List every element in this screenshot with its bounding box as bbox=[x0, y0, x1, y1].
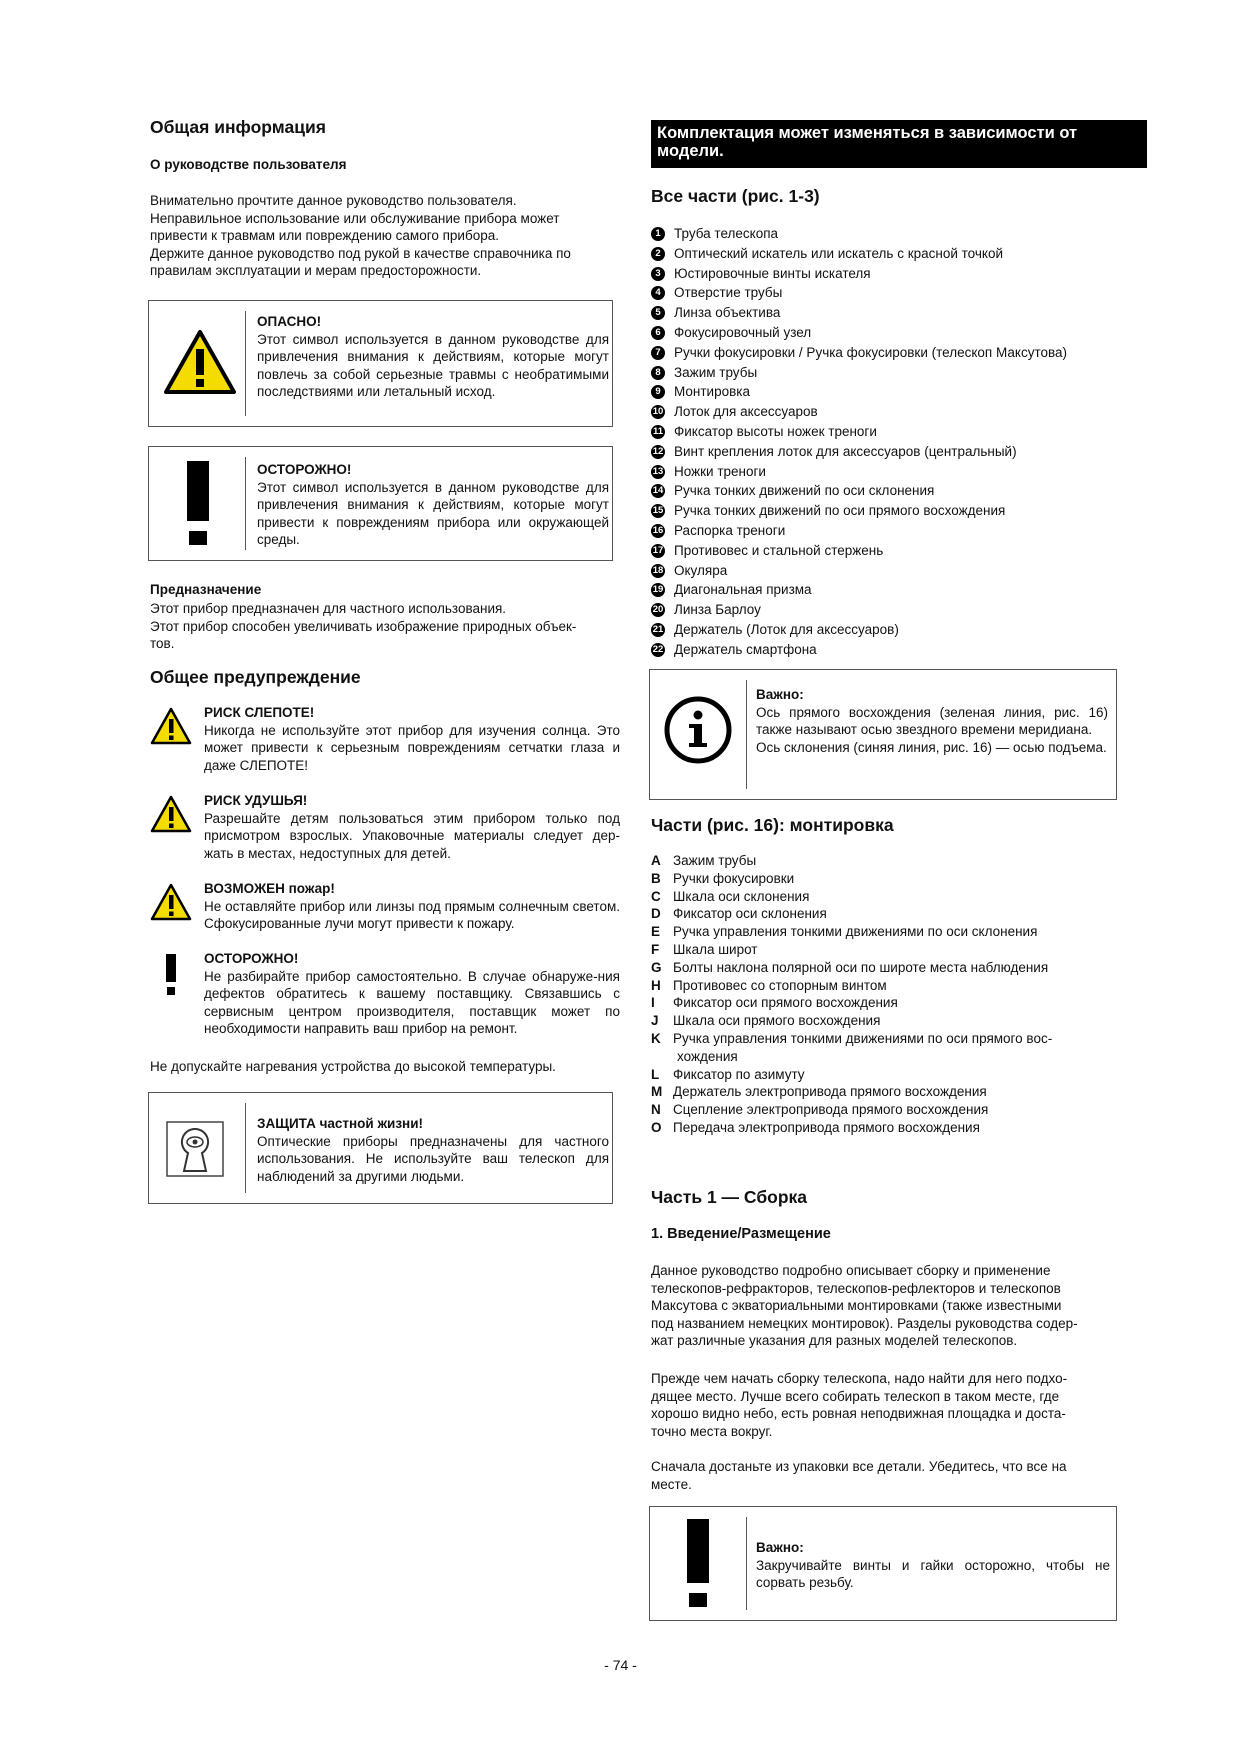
important-box-screws bbox=[649, 1506, 1117, 1621]
list-item: 18 Окуляра bbox=[652, 562, 728, 578]
keyhole-eye-icon bbox=[166, 1121, 224, 1177]
list-item: G Болты наклона полярной оси по широте места наблюдения bbox=[651, 959, 1049, 975]
list-item: 21 Держатель (Лоток для аксессуаров) bbox=[652, 621, 899, 637]
list-item: M Держатель электропривода прямого восхождения bbox=[651, 1084, 987, 1100]
list-item: 2 Оптический искатель или искатель с красной точкой bbox=[651, 244, 1171, 264]
list-item: K Ручка управления тонкими движениями по оси прямого вос- хождения bbox=[651, 1030, 1053, 1064]
list-item: C Шкала оси склонения bbox=[651, 888, 810, 904]
list-item: 9 Монтировка bbox=[651, 382, 1171, 402]
caution-title: ОСТОРОЖНО! bbox=[257, 462, 352, 477]
number-badge: 11 bbox=[652, 425, 664, 437]
kit-banner: Комплектация может изменяться в зависимости от модели. bbox=[651, 120, 1147, 168]
warning-text: Не разбирайте прибор самостоятельно. В случае обнаруже-ния дефектов обратитесь к вашему поставщику. Связавшись с сервисным центром производителя, поставщик может по необходимости направить ваш прибор на ремонт. bbox=[204, 968, 620, 1037]
list-item: B Ручки фокусировки bbox=[651, 870, 795, 886]
parts-list bbox=[651, 224, 1171, 660]
number-badge: 16 bbox=[652, 524, 664, 536]
list-item: 8 Зажим трубы bbox=[651, 363, 1171, 383]
mount-parts-list bbox=[651, 852, 1171, 1137]
list-item: O Передача электропривода прямого восхождения bbox=[651, 1119, 980, 1135]
important-text: Ось склонения (синяя линия, рис. 16) — осью подъема. bbox=[756, 739, 1107, 755]
list-item: 22 Держатель смартфона bbox=[652, 641, 817, 657]
number-badge: 20 bbox=[652, 604, 664, 616]
number-badge: 10 bbox=[652, 406, 664, 418]
privacy-text: Оптические приборы предназначены для частного использования. Не используйте ваш телескоп для наблюдений за другими людьми. bbox=[257, 1133, 609, 1184]
all-parts-title: Все части (рис. 1-3) bbox=[651, 186, 820, 206]
list-item: 7 Ручки фокусировки / Ручка фокусировки (телескоп Максутова) bbox=[651, 343, 1171, 363]
list-item: H Противовес со стопорным винтом bbox=[651, 977, 887, 993]
general-info-title: Общая информация bbox=[150, 117, 326, 137]
list-item: D Фиксатор оси склонения bbox=[651, 906, 827, 922]
number-badge: 8 bbox=[651, 366, 665, 380]
caution-box bbox=[148, 446, 613, 561]
caution-text: Этот символ используется в данном руководстве для привлечения внимания к действиям, которые могут привести к повреждениям прибора или окружающей среды. bbox=[257, 479, 609, 548]
number-badge: 9 bbox=[651, 385, 665, 399]
list-item: E Ручка управления тонкими движениями по оси склонения bbox=[651, 924, 1038, 940]
exclamation-icon bbox=[185, 461, 211, 547]
number-badge: 4 bbox=[651, 286, 665, 300]
mount-parts-title: Части (рис. 16): монтировка bbox=[651, 815, 894, 835]
intro-paragraph-3: Сначала достаньте из упаковки все детали. Убедитесь, что все на месте. bbox=[651, 1459, 1067, 1492]
number-badge: 6 bbox=[651, 326, 665, 340]
privacy-title: ЗАЩИТА частной жизни! bbox=[257, 1116, 424, 1131]
intro-paragraph-1: Данное руководство подробно описывает сборку и применение телескопов-рефракторов, телескопов-рефлекторов и телескопов Максутова с экваториальными монтировками (также известными под названием немецких монтировок). Разделы руководства содер- жат различные указания для разных моделей телескопов. bbox=[651, 1263, 1078, 1349]
list-item: 6 Фокусировочный узел bbox=[651, 323, 1171, 343]
warning-triangle-icon bbox=[163, 329, 237, 395]
list-item: 20 Линза Барлоу bbox=[652, 602, 761, 618]
warning-title: РИСК СЛЕПОТЕ! bbox=[204, 705, 315, 720]
number-badge: 17 bbox=[652, 544, 664, 556]
purpose-title: Предназначение bbox=[150, 582, 262, 597]
exclamation-icon bbox=[685, 1519, 711, 1609]
warning-text: Разрешайте детям пользоваться этим прибором только под присмотром взрослых. Упаковочные материалы следует дер-жать в местах, недоступных для детей. bbox=[204, 810, 620, 861]
number-badge: 7 bbox=[651, 346, 665, 360]
important-text: Ось прямого восхождения (зеленая линия, рис. 16) также называют осью звездного времени меридиана. bbox=[756, 704, 1108, 738]
important-title: Важно: bbox=[756, 687, 804, 702]
manual-subtitle: О руководстве пользователя bbox=[150, 157, 347, 172]
warning-title: ОСТОРОЖНО! bbox=[204, 951, 299, 966]
list-item: 5 Линза объектива bbox=[651, 303, 1171, 323]
number-badge: 2 bbox=[651, 247, 665, 261]
danger-title: ОПАСНО! bbox=[257, 314, 322, 329]
general-warning-title: Общее предупреждение bbox=[150, 667, 361, 687]
list-item: 15 Ручка тонких движений по оси прямого восхождения bbox=[652, 503, 1006, 519]
warning-triangle-icon bbox=[150, 883, 192, 921]
list-item: 16 Распорка треноги bbox=[652, 522, 786, 538]
list-item: 19 Диагональная призма bbox=[652, 582, 812, 598]
danger-text: Этот символ используется в данном руководстве для привлечения внимания к действиям, которые могут повлечь за собой серьезные травмы с необратимыми последствиями или летальный исход. bbox=[257, 331, 609, 400]
list-item: 1 Труба телескопа bbox=[651, 224, 1171, 244]
list-item: 13 Ножки треноги bbox=[652, 463, 766, 479]
list-item: 12 Винт крепления лоток для аксессуаров (центральный) bbox=[652, 443, 1017, 459]
list-item: 14 Ручка тонких движений по оси склонения bbox=[652, 483, 935, 499]
warning-triangle-icon bbox=[150, 707, 192, 745]
warning-text: Никогда не используйте этот прибор для изучения солнца. Это может привести к серьезным повреждениям сетчатки глаза и даже СЛЕПОТЕ! bbox=[204, 722, 620, 773]
purpose-text: Этот прибор предназначен для частного использования. Этот прибор способен увеличивать изображение природных объек- тов. bbox=[150, 601, 577, 652]
number-badge: 15 bbox=[652, 505, 664, 517]
list-item: 17 Противовес и стальной стержень bbox=[652, 542, 884, 558]
list-item: N Сцепление электропривода прямого восхождения bbox=[651, 1102, 989, 1118]
intro-subtitle: 1. Введение/Размещение bbox=[651, 1226, 831, 1242]
number-badge: 18 bbox=[652, 564, 664, 576]
privacy-box bbox=[148, 1092, 613, 1204]
assembly-title: Часть 1 — Сборка bbox=[651, 1187, 807, 1207]
list-item: 10 Лоток для аксессуаров bbox=[652, 404, 818, 420]
danger-box bbox=[148, 300, 613, 427]
important-text: Закручивайте винты и гайки осторожно, чтобы не сорвать резьбу. bbox=[756, 1557, 1110, 1591]
warning-text: Не оставляйте прибор или линзы под прямым солнечным светом. Сфокусированные лучи могут привести к пожару. bbox=[204, 898, 620, 932]
warning-title: РИСК УДУШЬЯ! bbox=[204, 793, 308, 808]
warning-title: ВОЗМОЖЕН пожар! bbox=[204, 881, 335, 896]
number-badge: 1 bbox=[651, 227, 665, 241]
list-item: L Фиксатор по азимуту bbox=[651, 1066, 805, 1082]
list-item: 4 Отверстие трубы bbox=[651, 283, 1171, 303]
list-item: A Зажим трубы bbox=[651, 853, 757, 868]
number-badge: 22 bbox=[652, 643, 664, 655]
intro-paragraph-2: Прежде чем начать сборку телескопа, надо найти для него подхо- дящее место. Лучше всего собирать телескоп в таком месте, где хорошо видно небо, есть ровная неподвижная площадка и доста- точно места вокруг. bbox=[651, 1371, 1068, 1439]
warning-triangle-icon bbox=[150, 795, 192, 833]
manual-text: Внимательно прочтите данное руководство пользователя. Неправильное использование или обслуживание прибора может привести к травмам или повреждению самого прибора. Держите данное руководство под рукой в качестве справочника по правилам эксплуатации и мерам предосторожности. bbox=[150, 193, 571, 279]
list-item: 3 Юстировочные винты искателя bbox=[651, 264, 1171, 284]
list-item: I Фиксатор оси прямого восхождения bbox=[651, 995, 898, 1011]
number-badge: 12 bbox=[652, 445, 664, 457]
number-badge: 13 bbox=[652, 465, 664, 477]
page-number: - 74 - bbox=[604, 1657, 637, 1673]
exclamation-icon bbox=[164, 954, 178, 996]
list-item: F Шкала широт bbox=[651, 941, 758, 957]
info-icon bbox=[663, 695, 733, 765]
important-box-axes bbox=[649, 669, 1117, 800]
list-item: J Шкала оси прямого восхождения bbox=[651, 1013, 881, 1029]
number-badge: 3 bbox=[651, 267, 665, 281]
important-title: Важно: bbox=[756, 1540, 804, 1555]
heat-note: Не допускайте нагревания устройства до высокой температуры. bbox=[150, 1059, 556, 1074]
list-item: 11 Фиксатор высоты ножек треноги bbox=[652, 423, 877, 439]
number-badge: 21 bbox=[652, 623, 664, 635]
number-badge: 14 bbox=[652, 485, 664, 497]
number-badge: 19 bbox=[652, 584, 664, 596]
number-badge: 5 bbox=[651, 306, 665, 320]
